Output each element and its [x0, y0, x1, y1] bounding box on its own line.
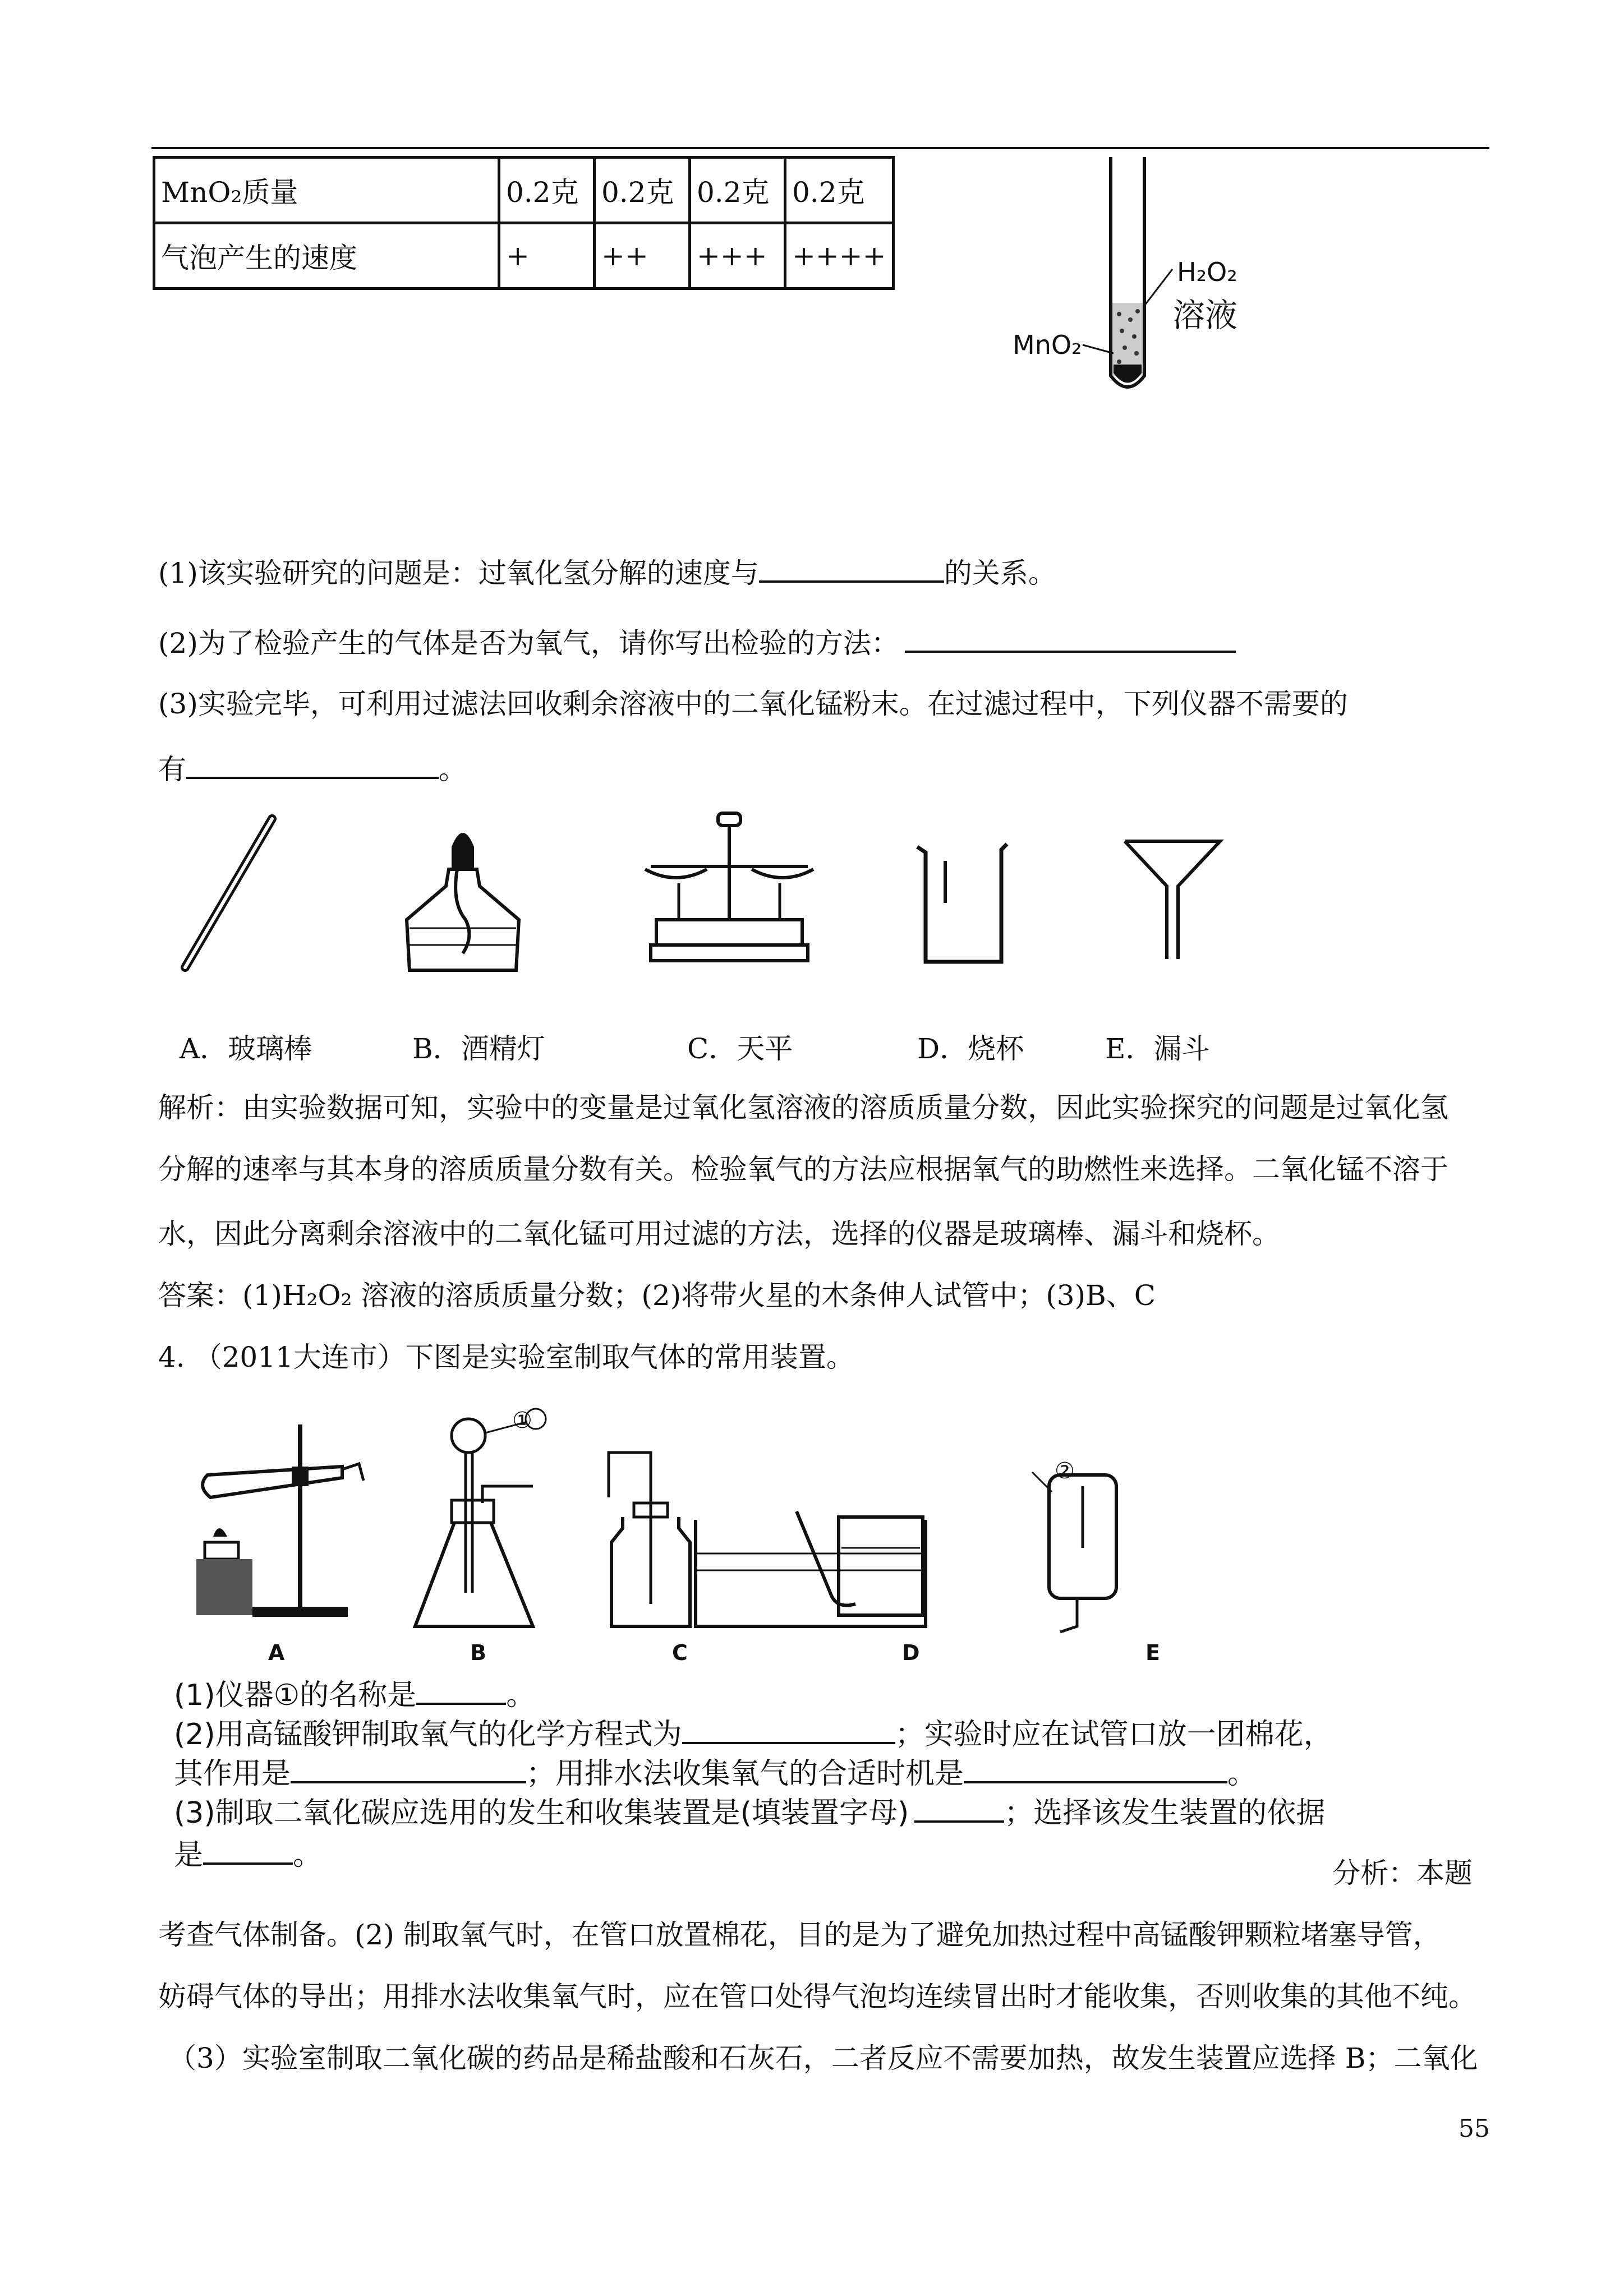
subq-4: [174, 1789, 1325, 1831]
table-cell: ++: [595, 223, 690, 289]
table-cell: +++: [690, 223, 785, 289]
subq-text: ；实验时应在试管口放一团棉花，: [895, 1718, 1333, 1751]
question-text: (1)该实验研究的问题是：过氧化氢分解的速度与: [158, 557, 759, 589]
subq-text: 其作用是: [174, 1757, 291, 1791]
apparatus-label-a: A: [268, 1640, 285, 1665]
table-row: [154, 223, 894, 289]
balance-image: [640, 808, 819, 976]
answer-blank: [914, 1792, 1004, 1823]
subq-text: 是: [174, 1838, 204, 1872]
table-cell: 0.2克: [499, 158, 595, 223]
analysis-line-1: 解析：由实验数据可知，实验中的变量是过氧化氢溶液的溶质质量分数，因此实验探究的问题是过氧化氢: [158, 1091, 1448, 1124]
subq-text: 。: [506, 1679, 536, 1712]
answer-blank: [186, 749, 439, 779]
table-cell: 0.2克: [595, 158, 690, 223]
glass-rod-image: [168, 808, 292, 976]
question-3-line2: [158, 749, 467, 789]
marker-1: ①: [512, 1408, 532, 1433]
subq-5: [174, 1831, 322, 1873]
alcohol-lamp-image: [395, 808, 530, 976]
analysis2-line-1: 考查气体制备。(2) 制取氧气时，在管口放置棉花，目的是为了避免加热过程中高锰酸钾颗粒堵塞导管，: [158, 1919, 1441, 1951]
subq-2: [174, 1711, 1333, 1753]
analysis-line-3: 水，因此分离剩余溶液中的二氧化锰可用过滤的方法，选择的仪器是玻璃棒、漏斗和烧杯。: [158, 1218, 1280, 1250]
answer-blank: [682, 1714, 895, 1744]
analysis2-line-3: （3）实验室制取二氧化碳的药品是稀盐酸和石灰石，二者反应不需要加热，故发生装置应选择 B；二氧化: [168, 2042, 1478, 2074]
funnel-image: [1116, 808, 1229, 976]
option-a: A．玻璃棒: [180, 1032, 312, 1065]
answer-blank: [964, 1753, 1227, 1783]
subq-1: [174, 1671, 535, 1713]
table-cell: MnO₂质量: [154, 158, 499, 223]
question-text: 。: [439, 753, 467, 786]
question-text: 有: [158, 753, 186, 786]
table-cell: +: [499, 223, 595, 289]
beaker-image: [912, 808, 1013, 976]
subq-text: ；选择该发生装置的依据: [1004, 1796, 1326, 1830]
subq-text: (2)用高锰酸钾制取氧气的化学方程式为: [174, 1718, 682, 1751]
question-3-line1: (3)实验完毕，可利用过滤法回收剩余溶液中的二氧化锰粉末。在过滤过程中，下列仪器不需要的: [158, 688, 1348, 720]
page-number: 55: [1459, 2114, 1490, 2143]
subq-text: 。: [1227, 1757, 1257, 1791]
apparatus-label-b: B: [470, 1640, 486, 1665]
answer-formula: H₂O₂: [282, 1279, 352, 1312]
answer-line: [158, 1276, 1156, 1315]
question-text: 的关系。: [944, 557, 1056, 589]
subq-3: [174, 1750, 1257, 1792]
header-rule: [151, 147, 1489, 149]
subq-text: 。: [293, 1838, 323, 1872]
answer-blank: [905, 623, 1236, 653]
mno2-label: MnO₂: [1013, 330, 1082, 360]
analysis-line-2: 分解的速率与其本身的溶质质量分数有关。检验氧气的方法应根据氧气的助燃性来选择。二氧化锰不溶于: [158, 1153, 1448, 1186]
marker-2: ②: [1055, 1458, 1075, 1484]
subq-text: ；用排水法收集氧气的合适时机是: [526, 1757, 964, 1791]
question-4: 4. （2011大连市）下图是实验室制取气体的常用装置。: [158, 1341, 854, 1373]
table-cell: ++++: [785, 223, 894, 289]
apparatus-label-e: E: [1145, 1640, 1160, 1665]
answer-blank: [291, 1753, 526, 1783]
table-cell: 0.2克: [690, 158, 785, 223]
answer-blank: [759, 552, 944, 583]
analysis2-lead: 分析：本题: [1332, 1857, 1473, 1889]
option-e: E．漏斗: [1105, 1032, 1210, 1065]
apparatus-figure: [185, 1408, 1223, 1643]
answer-blank: [416, 1675, 506, 1705]
answer-text: 答案：(1): [158, 1279, 282, 1312]
apparatus-label-d: D: [902, 1640, 920, 1665]
analysis2-line-2: 妨碍气体的导出；用排水法收集氧气时，应在管口处得气泡均连续冒出时才能收集，否则收集的其他不纯。: [158, 1980, 1476, 2013]
answer-text: 溶液的溶质质量分数；(2)将带火星的木条伸人试管中；(3)B、C: [352, 1279, 1156, 1312]
question-2: [158, 623, 1236, 663]
table-cell: 0.2克: [785, 158, 894, 223]
solution-label: 溶液: [1172, 296, 1238, 334]
question-1: [158, 552, 1056, 593]
apparatus-label-c: C: [672, 1640, 688, 1665]
option-c: C．天平: [687, 1032, 793, 1065]
subq-text: (1)仪器①的名称是: [174, 1679, 417, 1712]
data-table: [153, 156, 895, 290]
question-text: (2)为了检验产生的气体是否为氧气，请你写出检验的方法：: [158, 627, 899, 660]
table-cell: 气泡产生的速度: [154, 223, 499, 289]
option-b: B．酒精灯: [412, 1032, 545, 1065]
subq-text: (3)制取二氧化碳应选用的发生和收集装置是(填装置字母): [174, 1796, 909, 1830]
option-d: D．烧杯: [917, 1032, 1024, 1065]
h2o2-label: H₂O₂: [1177, 257, 1237, 287]
answer-blank: [203, 1834, 293, 1865]
table-row: [154, 158, 894, 223]
